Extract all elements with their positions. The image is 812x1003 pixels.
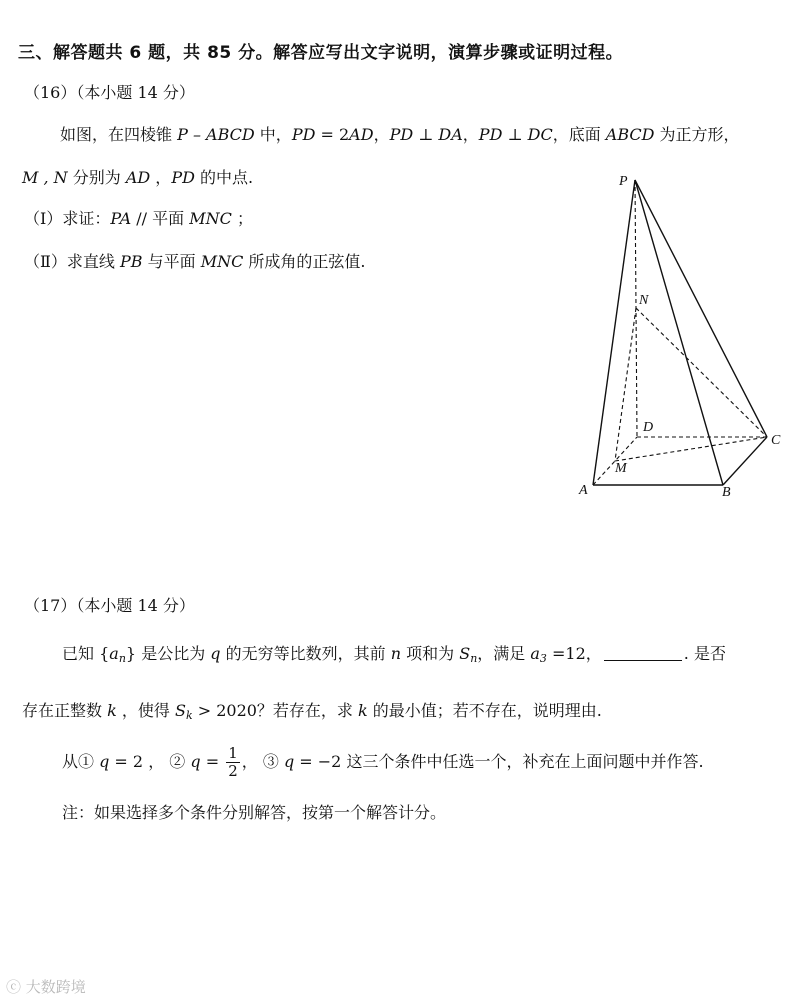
q17-text: ， ③	[241, 752, 284, 771]
q17-text: 项和为	[401, 644, 460, 663]
q17-subscript: n	[118, 652, 126, 665]
label-B: B	[722, 485, 731, 500]
label-C: C	[771, 433, 781, 448]
q16-math: AD	[349, 125, 374, 144]
label-M: M	[615, 461, 627, 476]
q17-math: a	[109, 644, 119, 663]
q17-text: =12，	[546, 644, 602, 663]
q16-math: PD ⊥ DA	[389, 125, 463, 144]
q16-math: MNC	[189, 209, 232, 228]
edge-BC	[723, 437, 767, 485]
q16-text: ，	[150, 168, 172, 187]
q17-math: a	[530, 644, 540, 663]
label-A: A	[579, 483, 588, 498]
fraction-numerator: 1	[228, 744, 238, 762]
q16-math: PD	[291, 125, 316, 144]
q17-line2	[22, 698, 602, 722]
q17-math: S	[459, 644, 471, 663]
q16-math: M , N	[22, 168, 68, 187]
q16-text: 的中点.	[194, 168, 254, 187]
q17-subscript: n	[470, 652, 478, 665]
q16-line1	[60, 122, 740, 145]
q16-math: AD	[125, 168, 151, 187]
q17-text: . 是否	[683, 644, 726, 663]
q17-math: S	[174, 701, 186, 720]
q17-text: 存在正整数	[22, 701, 108, 720]
fraction-one-half	[226, 745, 240, 780]
segment-MC	[615, 437, 767, 461]
q16-text: ，	[462, 125, 479, 144]
q17-text: =	[200, 752, 225, 771]
watermark: ⓒ 大数跨境	[6, 978, 86, 996]
edge-PC	[635, 180, 767, 437]
q16-text: 所成角的正弦值.	[243, 252, 366, 271]
fill-in-blank[interactable]	[604, 644, 682, 661]
q16-math: PA	[110, 209, 132, 228]
q16-text: 分别为	[67, 168, 126, 187]
q17-subscript: k	[185, 709, 193, 722]
q17-text: > 2020？若存在，求	[192, 701, 359, 720]
q17-line3	[62, 745, 704, 780]
q17-text: = 2 ， ②	[109, 752, 191, 771]
segment-NC	[636, 308, 767, 437]
q17-text: 从①	[62, 752, 100, 771]
segment-NM	[615, 308, 636, 461]
q17-header: （17）（本小题 14 分）	[24, 596, 195, 615]
q16-text: 中，	[254, 125, 292, 144]
q16-text: ，	[373, 125, 390, 144]
label-N: N	[639, 293, 649, 308]
q17-math: k	[107, 701, 117, 720]
q16-math: MNC	[200, 252, 244, 271]
section-title: 三、解答题共 6 题，共 85 分。解答应写出文字说明，演算步骤或证明过程。	[18, 43, 624, 63]
q17-math: q	[283, 752, 295, 771]
q16-math: P – ABCD	[177, 125, 255, 144]
q16-header: （16）（本小题 14 分）	[24, 83, 195, 102]
q16-math: PD ⊥ DC	[478, 125, 553, 144]
q16-math: = 2	[315, 125, 350, 144]
pyramid-figure	[575, 165, 800, 500]
q16-line2	[22, 165, 253, 188]
q16-math: PD	[171, 168, 195, 187]
q17-math: n	[390, 644, 402, 663]
q17-math: q	[190, 752, 201, 771]
fraction-denominator: 2	[228, 762, 238, 780]
q16-text: （Ⅱ）求直线	[24, 252, 120, 271]
q16-math: PB	[119, 252, 143, 271]
q17-math: q	[210, 644, 221, 663]
q17-subscript: 3	[539, 652, 547, 665]
q17-math: k	[358, 701, 368, 720]
q16-text: ，底面	[552, 125, 606, 144]
q16-part2	[24, 249, 366, 272]
q16-part1	[24, 206, 253, 229]
label-D: D	[643, 420, 654, 435]
q16-text: ；	[231, 209, 253, 228]
q17-text: ，使得	[116, 701, 175, 720]
q16-text: 如图，在四棱锥	[60, 125, 178, 144]
edge-PA	[593, 180, 635, 485]
edge-PB	[635, 180, 723, 485]
q17-text: 的无穷等比数列，其前	[220, 644, 391, 663]
q16-text: （Ⅰ）求证：	[24, 209, 111, 228]
q17-text: = −2 这三个条件中任选一个，补充在上面问题中并作答.	[294, 752, 704, 771]
q16-text: // 平面	[131, 209, 190, 228]
q17-text: 已知 {	[62, 644, 110, 663]
q16-text: 为正方形，	[654, 125, 740, 144]
q17-line1	[62, 641, 726, 665]
q17-note: 注：如果选择多个条件分别解答，按第一个解答计分。	[62, 803, 447, 822]
q17-text: 的最小值；若不存在，说明理由.	[367, 701, 602, 720]
q17-text: } 是公比为	[125, 644, 211, 663]
q17-text: ，满足	[477, 644, 531, 663]
q16-text: 与平面	[142, 252, 201, 271]
label-P: P	[619, 174, 628, 189]
q16-math: ABCD	[605, 125, 655, 144]
q17-math: q	[99, 752, 110, 771]
